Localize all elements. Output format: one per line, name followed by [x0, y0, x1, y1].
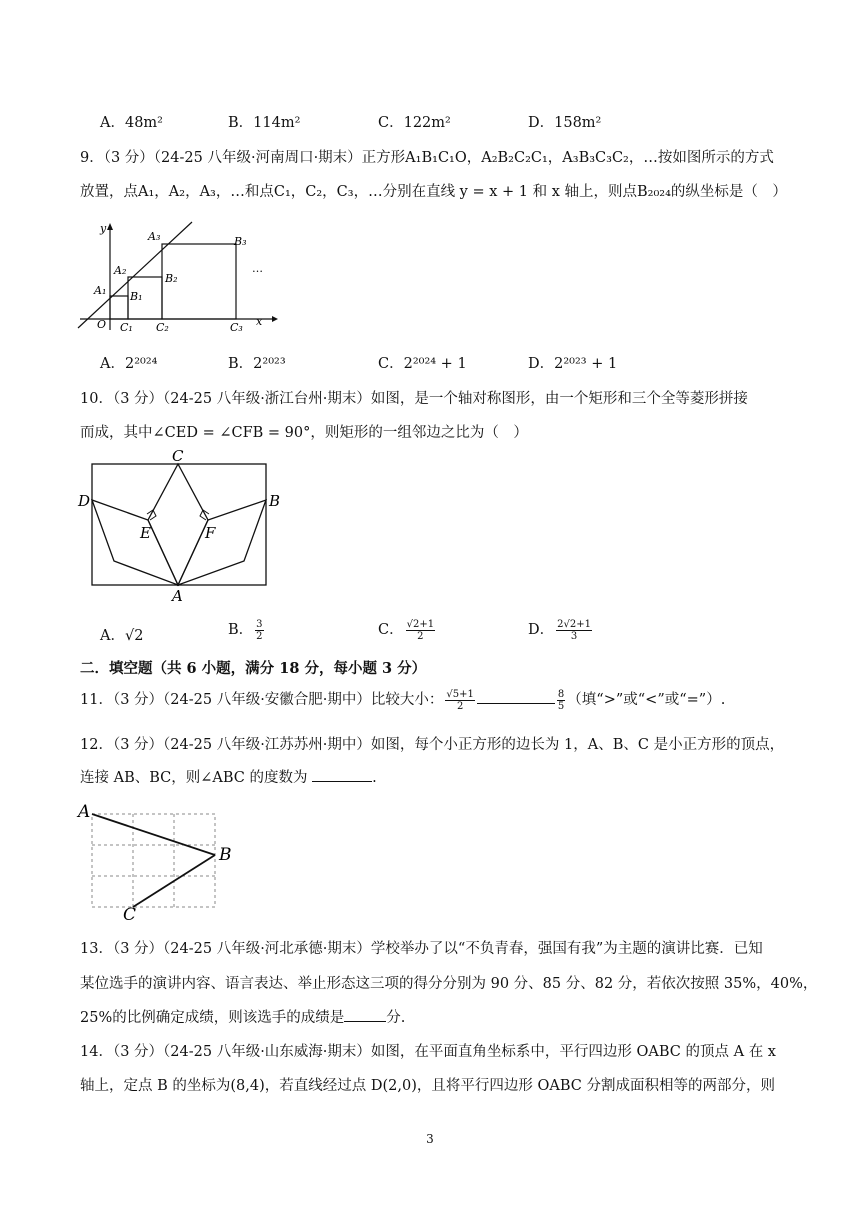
- q9-figure: [72, 218, 282, 338]
- q13-text-line2: 某位选手的演讲内容、语言表达、举止形态这三项的得分分别为 90 分、85 分、82 分，若依次按照 35%，40%，: [80, 976, 818, 992]
- q9-label-A3: A₃: [148, 230, 161, 243]
- q9-label-A2: A₂: [114, 264, 127, 277]
- q9-label-B2: B₂: [165, 272, 178, 285]
- q12-text-line2: 连接 AB、BC，则∠ABC 的度数为 .: [80, 770, 377, 786]
- q10-option-d: D． $\frac{2√2+1}{3}$: [528, 618, 591, 642]
- q8-option-b: B．114m²: [228, 115, 301, 131]
- q10-text-line1: 10．（3 分）（24-25 八年级·浙江台州·期末）如图，是一个轴对称图形，由一个矩形和三个全等菱形拼接: [80, 391, 748, 407]
- q10-option-b: B． $\frac{3}{2}$: [228, 618, 263, 642]
- q9-option-d: D．2²⁰²³ + 1: [528, 356, 618, 372]
- q10-label-E: E: [140, 524, 151, 542]
- q9-label-C3: C₃: [230, 321, 243, 334]
- q12-text-line1: 12．（3 分）（24-25 八年级·江苏苏州·期中）如图，每个小正方形的边长为 1，A、B、C 是小正方形的顶点，: [80, 737, 785, 753]
- q12-answer-blank: [312, 781, 372, 782]
- q12-segment-AB: [92, 814, 215, 855]
- q9-label-x: x: [256, 315, 263, 328]
- q10-label-C: C: [172, 447, 184, 465]
- q13-text-line1: 13．（3 分）（24-25 八年级·河北承德·期末）学校举办了以“不负青春，强国有我”为主题的演讲比赛．已知: [80, 941, 763, 957]
- q10-label-D: D: [78, 492, 91, 510]
- q10-label-B: B: [269, 492, 281, 510]
- q9-label-B3: B₃: [234, 235, 247, 248]
- q13-text-line3: 25%的比例确定成绩，则该选手的成绩是 分.: [80, 1010, 406, 1026]
- q12-label-B: B: [219, 845, 232, 865]
- q10-label-F: F: [205, 524, 216, 542]
- q11-answer-blank: [477, 703, 555, 704]
- section-2-title: 二．填空题（共 6 小题，满分 18 分，每小题 3 分）: [80, 660, 427, 677]
- q10-option-c: C． $\frac{√2+1}{2}$: [378, 618, 435, 642]
- q12-label-C: C: [123, 905, 137, 920]
- q9-label-dots: …: [252, 262, 263, 275]
- q9-label-O: O: [97, 318, 107, 331]
- q9-text-line2: 放置，点A₁，A₂，A₃，…和点C₁，C₂，C₃，…分别在直线 y = x + 1 和 x 轴上，则点B₂₀₂₄的纵坐标是（ ）: [80, 184, 787, 200]
- q12-label-A: A: [78, 802, 91, 822]
- q8-option-a: A．48m²: [100, 115, 163, 131]
- q10-text-line2: 而成，其中∠CED = ∠CFB = 90°，则矩形的一组邻边之比为（ ）: [80, 425, 528, 441]
- q9-label-A1: A₁: [94, 284, 107, 297]
- q9-text-line1: 9．（3 分）（24-25 八年级·河南周口·期末）正方形A₁B₁C₁O，A₂B₂C₂C₁，A₃B₃C₃C₂，…按如图所示的方式: [80, 150, 774, 166]
- q13-answer-blank: [344, 1021, 386, 1022]
- q10-rhombus-left: [92, 500, 178, 585]
- q10-label-A: A: [172, 587, 183, 604]
- q10-figure: [74, 444, 294, 604]
- q9-square-1: [110, 296, 128, 319]
- q11-text: 11．（3 分）（24-25 八年级·安徽合肥·期中）比较大小： $\frac{√5+1}{2}$ $\frac{8}{5}$ （填“>”或“<”或“=”）.: [80, 688, 726, 712]
- q14-text-line1: 14．（3 分）（24-25 八年级·山东威海·期末）如图，在平面直角坐标系中，平行四边形 OABC 的顶点 A 在 x: [80, 1044, 776, 1060]
- q9-label-C2: C₂: [156, 321, 169, 334]
- q14-text-line2: 轴上，定点 B 的坐标为(8,4)，若直线经过点 D(2,0)，且将平行四边形 OABC 分割成面积相等的两部分，则: [80, 1078, 775, 1094]
- q8-option-c: C．122m²: [378, 115, 451, 131]
- q9-label-y: y: [100, 222, 107, 235]
- q9-label-B1: B₁: [130, 290, 143, 303]
- q9-label-C1: C₁: [120, 321, 133, 334]
- q10-rhombus-middle: [148, 464, 208, 585]
- page-number: 3: [426, 1132, 434, 1146]
- q9-option-a: A．2²⁰²⁴: [100, 356, 158, 372]
- q9-option-c: C．2²⁰²⁴ + 1: [378, 356, 467, 372]
- q12-figure: [74, 798, 244, 920]
- q8-option-d: D．158m²: [528, 115, 602, 131]
- q9-option-b: B．2²⁰²³: [228, 356, 286, 372]
- q10-rectangle: [92, 464, 266, 585]
- q10-rhombus-right: [178, 500, 266, 585]
- q10-option-a: A．√2: [100, 628, 144, 644]
